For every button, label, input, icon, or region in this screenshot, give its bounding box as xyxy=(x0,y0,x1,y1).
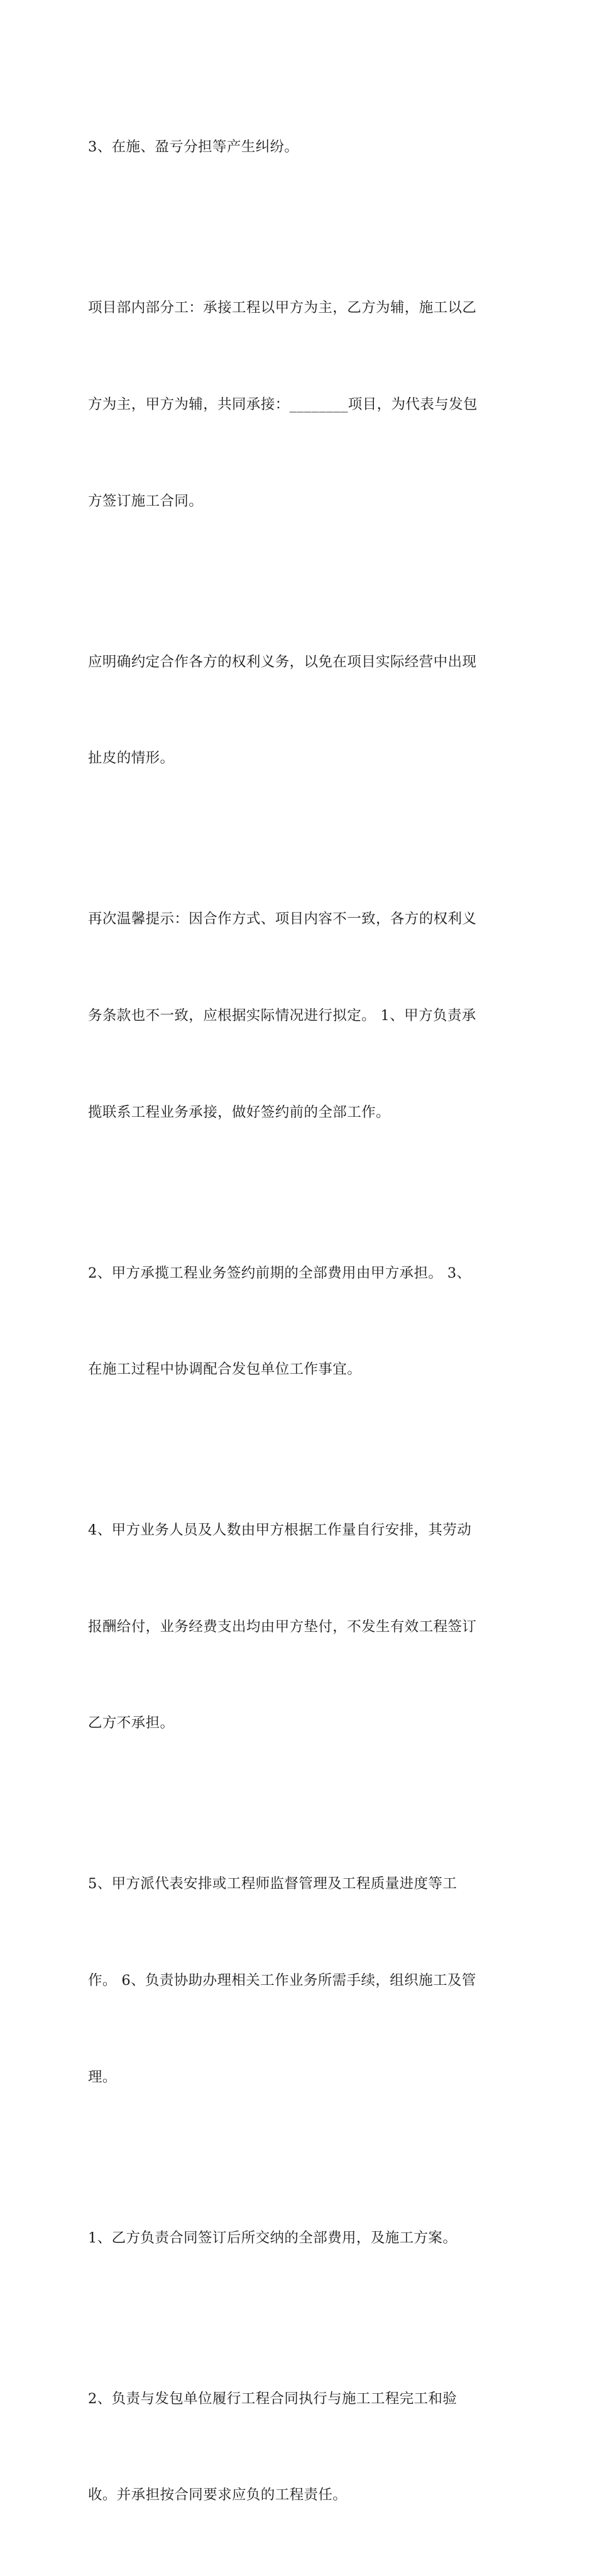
paragraph-division-of-labor xyxy=(88,228,515,582)
text-line: 报酬给付，业务经费支出均由甲方垫付，不发生有效工程签订 xyxy=(88,1618,477,1635)
text-line: 1、乙方负责合同签订后所交纳的全部费用，及施工方案。 xyxy=(88,2229,457,2246)
text-line: 作。 6、负责协助办理相关工作业务所需手续，组织施工及管 xyxy=(88,1972,476,1989)
text-line: 项目部内部分工：承接工程以甲方为主，乙方为辅，施工以乙 xyxy=(88,300,477,317)
paragraph-party-b-costs xyxy=(88,2158,515,2318)
paragraph-dispute-clause xyxy=(88,67,515,228)
paragraph-rights-obligations xyxy=(88,582,515,839)
text-line: 方为主，甲方为辅，共同承接：________项目，为代表与发包 xyxy=(88,396,478,413)
text-line: 揽联系工程业务承接，做好签约前的全部工作。 xyxy=(88,1104,390,1121)
text-line: 3、在施、盈亏分担等产生纠纷。 xyxy=(88,139,299,156)
paragraph-party-a-staff xyxy=(88,1450,515,1804)
text-line: 在施工过程中协调配合发包单位工作事宜。 xyxy=(88,1361,362,1378)
text-line: 务条款也不一致，应根据实际情况进行拟定。 1、甲方负责承 xyxy=(88,1007,476,1024)
paragraph-party-b-responsibility xyxy=(88,2318,515,2576)
text-line: 方签订施工合同。 xyxy=(88,492,204,509)
text-line: 2、甲方承揽工程业务签约前期的全部费用由甲方承担。 3、 xyxy=(88,1264,471,1281)
text-line: 应明确约定合作各方的权利义务，以免在项目实际经营中出现 xyxy=(88,653,477,670)
paragraph-reminder xyxy=(88,839,515,1193)
text-line: 5、甲方派代表安排或工程师监督管理及工程质量进度等工 xyxy=(88,1876,457,1893)
paragraph-party-a-supervision xyxy=(88,1804,515,2158)
document-body xyxy=(88,67,515,2576)
paragraph-party-a-costs xyxy=(88,1193,515,1450)
text-line: 理。 xyxy=(88,2068,117,2085)
text-line: 4、甲方业务人员及人数由甲方根据工作量自行安排，其劳动 xyxy=(88,1522,472,1539)
text-line: 乙方不承担。 xyxy=(88,1715,175,1732)
text-line: 扯皮的情形。 xyxy=(88,750,175,767)
text-line: 2、负责与发包单位履行工程合同执行与施工工程完工和验 xyxy=(88,2390,457,2407)
text-line: 收。并承担按合同要求应负的工程责任。 xyxy=(88,2487,348,2504)
text-line: 再次温馨提示：因合作方式、项目内容不一致，各方的权利义 xyxy=(88,911,477,928)
